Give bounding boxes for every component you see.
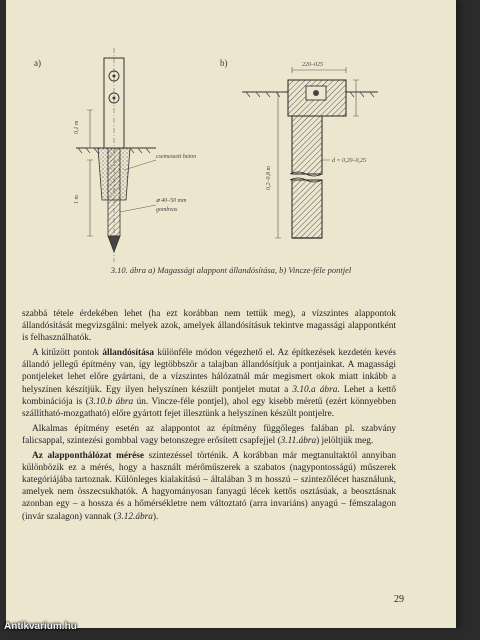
figure-drawing [6, 0, 456, 290]
paragraph-2: A kitűzött pontok állandósítása különféle módon végezhető el. Az építkezések kezdetén kevés állandó jellegű építmény van, így legtöbbször a talajban állandósítjuk a pontjainkat. A magassági pontjeleket lehet előre gyártani, de a vízszintes hálózatnál már megismert okok miatt inkább a helyszínen készítjük. Egy ilyen helyszínen készült pontjelet mutat a 3.10.a ábra. Lehet a kettő kombinációja is (3.10.b ábra ún. Vincze-féle pontjel), ahol egy kisebb méretű (ezért könnyebben szállítható-mozgatható) előre gyártott fejet illesztünk a helyszínen készült pontjelre. [22, 348, 396, 419]
dim-label-b-diam: d = 0,20–0,25 [332, 158, 367, 164]
annotation-concrete: csemeszett beton [156, 154, 197, 160]
figure-label-a: a) [34, 58, 41, 68]
figure-label-b: b) [220, 58, 228, 68]
dim-label-b-height: 0,2–0,8 m [266, 166, 272, 190]
page-number: 29 [394, 594, 404, 605]
book-page [6, 0, 456, 628]
watermark: Antikvarium.hu [4, 621, 77, 632]
figure-caption: 3.10. ábra a) Magassági alappont állandósítása, b) Vincze-féle pontjel [110, 265, 352, 275]
annotation-rod: ⌀ 40–50 mm [156, 198, 187, 204]
dim-label-b-top: 220–025 [302, 62, 323, 68]
figure-3-10 [6, 0, 456, 290]
annotation-rod2: gombvas [156, 207, 178, 213]
dim-label-a2: 1 m [74, 195, 80, 204]
paragraph-1: szabbá tétele érdekében lehet (ha ezt korábban nem tettük meg), a vízszintes alappontok állandósítását megvizsgálni: melyek azok, amelyek állandósításuk tekintve magassági alappontként is felhasználhatók. [22, 309, 396, 344]
drawing-b [242, 67, 378, 238]
paragraph-4: Az alapponthálózat mérése szintezéssel történik. A korábban már megtanultaktól annyiban különbözik ez a mérés, hogy a használt mérőműszerek a szabatos (nagypontosságú) műszerek kategóriájába tartoznak. Különleges kialakítású – általában 3 m hosszú – szintezőlécet használunk, amelyek nem összecsukhatók. A hagyományosan fanyagú lécek kettős osztásúak, a beosztásnak azonban egy – a hossza és a hőmérsékletre nem változtató (arra invariáns) anyagú – fémszalagon (invár szalagon) vannak (3.12.ábra). [22, 451, 396, 522]
drawing-a [76, 48, 156, 262]
paragraph-3: Alkalmas építmény esetén az alappontot az építmény függőleges falában pl. szabvány falicsappal, szintezési gombbal vagy betonszegre erősített csapfejjel (3.11.ábra) jelöltjük meg. [22, 423, 396, 446]
body-text [22, 308, 396, 526]
dim-label-a1: 0,1 m [74, 120, 80, 134]
